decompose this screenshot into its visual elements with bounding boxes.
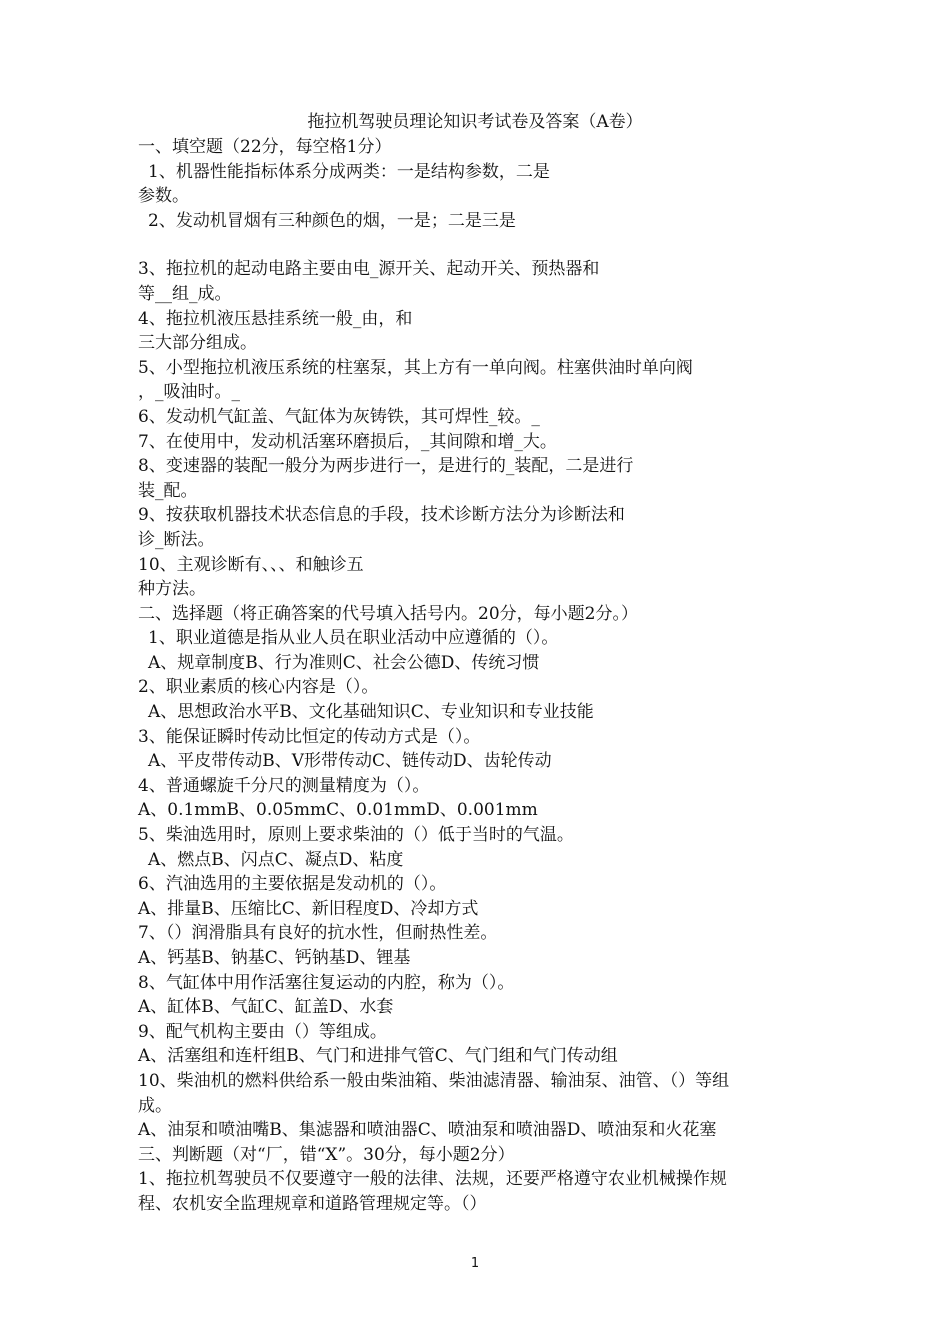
text-line: A、活塞组和连杆组B、气门和进排气管C、气门组和气门传动组 [138, 1046, 618, 1067]
text-line: 6、汽油选用的主要依据是发动机的（）。 [138, 874, 447, 895]
text-line: A、思想政治水平B、文化基础知识C、专业知识和专业技能 [148, 702, 594, 723]
text-line: 9、配气机构主要由（）等组成。 [138, 1021, 387, 1042]
text-line: ，_吸油时。_ [138, 382, 240, 403]
text-line: 8、变速器的装配一般分为两步进行一，是进行的_装配，二是进行 [138, 456, 634, 477]
text-line: 5、小型拖拉机液压系统的柱塞泵，其上方有一单向阀。柱塞供油时单向阀 [138, 357, 693, 378]
text-line: 1、机器性能指标体系分成两类：一是结构参数，二是 [148, 161, 550, 182]
text-line: 7、在使用中，发动机活塞环磨损后，_其间隙和增_大。 [138, 431, 557, 452]
text-line: 1、职业道德是指从业人员在职业活动中应遵循的（）。 [148, 628, 559, 649]
text-line: A、燃点B、闪点C、凝点D、粘度 [148, 849, 404, 870]
text-line: 10、柴油机的燃料供给系一般由柴油箱、柴油滤清器、输油泵、油管、（）等组 [138, 1070, 730, 1091]
document-body [138, 135, 828, 1217]
text-line: 3、拖拉机的起动电路主要由电_源开关、起动开关、预热器和 [138, 259, 600, 280]
text-line: A、钙基B、钠基C、钙钠基D、锂基 [138, 948, 411, 968]
text-line: 7、（）润滑脂具有良好的抗水性，但耐热性差。 [138, 923, 498, 944]
text-line: A、排量B、压缩比C、新旧程度D、冷却方式 [138, 898, 479, 919]
text-line: 诊_断法。 [138, 529, 215, 550]
text-line: 1、拖拉机驾驶员不仅要遵守一般的法律、法规，还要严格遵守农业机械操作规 [138, 1169, 727, 1190]
text-line: 9、按获取机器技术状态信息的手段，技术诊断方法分为诊断法和 [138, 505, 625, 526]
text-line: 种方法。 [138, 579, 206, 600]
text-line: 10、主观诊断有、、、和触诊五 [138, 554, 364, 575]
text-line: 5、柴油选用时，原则上要求柴油的（）低于当时的气温。 [138, 825, 574, 846]
text-line: A、缸体B、气缸C、缸盖D、水套 [138, 997, 394, 1018]
text-line: 二、选择题（将正确答案的代号填入括号内。20分，每小题2分。） [138, 603, 638, 624]
text-line: 一、填空题（22分，每空格1分） [138, 137, 392, 157]
text-line: 三、判断题（对“厂，错“X”。30分，每小题2分） [138, 1144, 515, 1165]
text-line: 4、普通螺旋千分尺的测量精度为（）。 [138, 775, 430, 796]
text-line: 6、发动机气缸盖、气缸体为灰铸铁，其可焊性_较。_ [138, 406, 540, 427]
text-line: 三大部分组成。 [138, 333, 257, 354]
text-line: 3、能保证瞬时传动比恒定的传动方式是（）。 [138, 726, 481, 747]
page-number: 1 [470, 1256, 480, 1271]
text-line: 8、气缸体中用作活塞往复运动的内腔，称为（）。 [138, 972, 515, 993]
text-line: A、0.1mmB、0.05mmC、0.01mmD、0.001mm [138, 800, 538, 821]
text-line: 参数。 [138, 186, 189, 207]
text-line: A、规章制度B、行为准则C、社会公德D、传统习惯 [148, 652, 540, 673]
text-line: 程、农机安全监理规章和道路管理规定等。（） [138, 1193, 487, 1214]
text-line: A、平皮带传动B、V形带传动C、链传动D、齿轮传动 [148, 751, 552, 772]
text-line: 2、发动机冒烟有三种颜色的烟，一是；二是三是 [148, 210, 516, 231]
text-line: 4、拖拉机液压悬挂系统一般_由，和 [138, 308, 413, 329]
text-line: 2、职业素质的核心内容是（）。 [138, 677, 379, 698]
text-line: A、油泵和喷油嘴B、集滤器和喷油器C、喷油泵和喷油器D、喷油泵和火花塞 [138, 1120, 717, 1141]
text-line: 成。 [138, 1095, 172, 1116]
text-line: 装_配。 [138, 480, 198, 501]
document-title: 拖拉机驾驶员理论知识考试卷及答案（A卷） [307, 112, 643, 132]
text-line: 等__组_成。 [138, 283, 232, 304]
